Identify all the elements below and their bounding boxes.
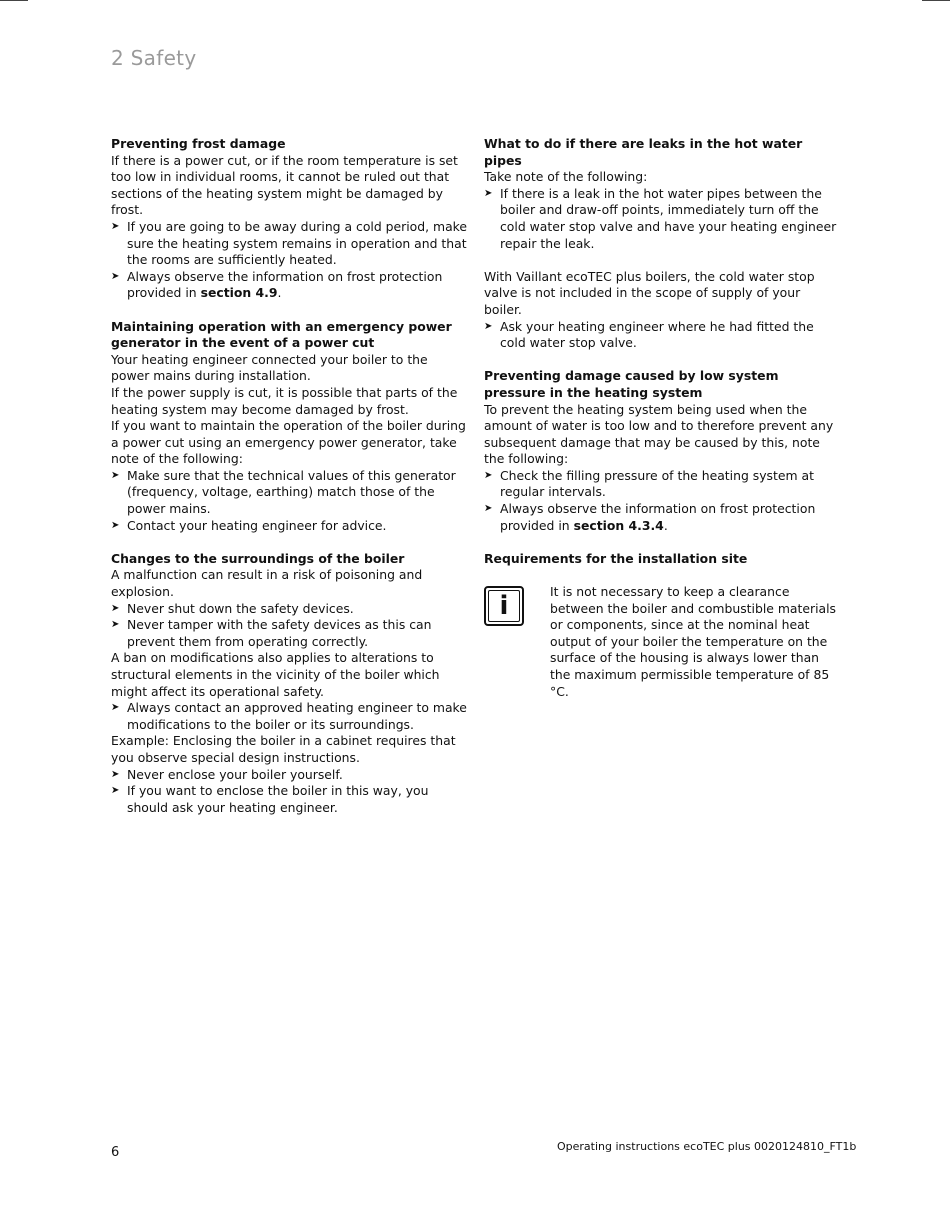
paragraph: Your heating engineer connected your boiler to the power mains during installation. (111, 351, 428, 384)
section-valve (484, 269, 840, 352)
bullet-item (111, 468, 469, 518)
paragraph: If there is a power cut, or if the room temperature is set too low in individual rooms, it cannot be ruled out that sections of the heating system might be damaged by frost. (111, 152, 458, 218)
bullet-text: Check the filling pressure of the heating system at regular intervals. (500, 467, 814, 500)
page-number: 6 (111, 1145, 120, 1160)
section-leaks (484, 136, 840, 252)
bullet-text: Ask your heating engineer where he had fitted the cold water stop valve. (500, 318, 814, 351)
arrow-bullet-icon: ➤ (111, 785, 120, 797)
section-frost (111, 136, 469, 302)
crop-mark-left (0, 0, 28, 1)
crop-mark-right (922, 0, 950, 1)
section-reference: section 4.9 (200, 285, 278, 301)
arrow-bullet-icon: ➤ (111, 270, 120, 282)
arrow-bullet-icon: ➤ (484, 187, 493, 199)
arrow-bullet-icon: ➤ (111, 220, 120, 232)
bullet-item (111, 269, 469, 302)
section-installation-site (484, 551, 840, 700)
bullet-text: Never shut down the safety devices. (127, 600, 354, 616)
bullet-item (111, 767, 469, 784)
paragraph: A ban on modifications also applies to alterations to structural elements in the vicinity of the boiler which might affect its operational safety. (111, 650, 440, 699)
arrow-bullet-icon: ➤ (111, 519, 120, 531)
bullet-item (484, 501, 840, 534)
info-note (484, 584, 840, 700)
section-generator (111, 319, 469, 535)
bullet-text: Always observe the information on frost protection provided in (127, 268, 443, 301)
bullet-item (111, 601, 469, 618)
section-heading: Requirements for the installation site (484, 550, 748, 566)
bullet-item (484, 186, 840, 252)
arrow-bullet-icon: ➤ (111, 768, 120, 780)
bullet-text: If you are going to be away during a cold period, make sure the heating system remains in operation and that the rooms are sufficiently heated. (127, 218, 468, 268)
arrow-bullet-icon: ➤ (111, 602, 120, 614)
bullet-item (111, 219, 469, 269)
bullet-text: Make sure that the technical values of this generator (frequency, voltage, earthing) match those of the power mains. (127, 467, 456, 517)
bullet-item (111, 617, 469, 650)
section-heading: Maintaining operation with an emergency power generator in the event of a power cut (111, 318, 452, 351)
bullet-item (111, 700, 469, 733)
bullet-text: Always observe the information on frost protection provided in (500, 501, 816, 533)
footer-document-title: Operating instructions ecoTEC plus 0020124810_FT1b (557, 1140, 857, 1153)
bullet-text-end: . (277, 285, 282, 301)
paragraph: If the power supply is cut, it is possible that parts of the heating system may become damaged by frost. (111, 384, 458, 417)
section-heading: What to do if there are leaks in the hot water pipes (484, 136, 803, 168)
paragraph: With Vaillant ecoTEC plus boilers, the cold water stop valve is not included in the scope of supply of your boiler. (484, 268, 815, 317)
arrow-bullet-icon: ➤ (484, 469, 493, 481)
bullet-text: Never tamper with the safety devices as this can prevent them from operating correctly. (127, 617, 432, 649)
info-icon (484, 586, 524, 626)
bullet-item (111, 783, 469, 816)
arrow-bullet-icon: ➤ (484, 503, 493, 515)
section-heading: Preventing frost damage (111, 136, 286, 151)
bullet-item (484, 319, 840, 352)
section-surroundings (111, 551, 469, 817)
bullet-text: Contact your heating engineer for advice. (127, 517, 387, 533)
info-icon-glyph: i (488, 590, 520, 622)
bullet-text: Always contact an approved heating engineer to make modifications to the boiler or its surroundings. (127, 700, 467, 732)
bullet-text: Never enclose your boiler yourself. (127, 766, 343, 782)
paragraph: To prevent the heating system being used when the amount of water is too low and to therefore prevent any subsequent damage that may be caused by this, note the following: (484, 401, 834, 467)
section-reference: section 4.3.4 (573, 517, 664, 533)
section-heading: Preventing damage caused by low system pressure in the heating system (484, 368, 779, 400)
bullet-item (484, 468, 840, 501)
bullet-text: If there is a leak in the hot water pipes between the boiler and draw-off points, immediately turn off the cold water stop valve and have your heating engineer repair the leak. (500, 185, 837, 251)
section-heading: Changes to the surroundings of the boiler (111, 550, 405, 566)
paragraph: A malfunction can result in a risk of poisoning and explosion. (111, 567, 423, 600)
paragraph: Take note of the following: (484, 169, 648, 185)
arrow-bullet-icon: ➤ (111, 619, 120, 631)
arrow-bullet-icon: ➤ (484, 320, 493, 332)
section-pressure (484, 368, 840, 534)
paragraph: If you want to maintain the operation of the boiler during a power cut using an emergency power generator, take note of the following: (111, 418, 466, 467)
right-column (484, 136, 840, 717)
bullet-text-end: . (663, 517, 668, 533)
bullet-text: If you want to enclose the boiler in this way, you should ask your heating engineer. (127, 783, 429, 815)
arrow-bullet-icon: ➤ (111, 702, 120, 714)
info-text: It is not necessary to keep a clearance between the boiler and combustible materials or components, since at the nominal heat output of your boiler the temperature on the surface of the housing is always lower than the maximum permissible temperature of 85 °C. (550, 584, 837, 699)
chapter-title: 2 Safety (111, 46, 197, 70)
paragraph: Example: Enclosing the boiler in a cabinet requires that you observe special design instructions. (111, 733, 456, 765)
left-column (111, 136, 469, 833)
bullet-item (111, 518, 469, 535)
arrow-bullet-icon: ➤ (111, 469, 120, 481)
